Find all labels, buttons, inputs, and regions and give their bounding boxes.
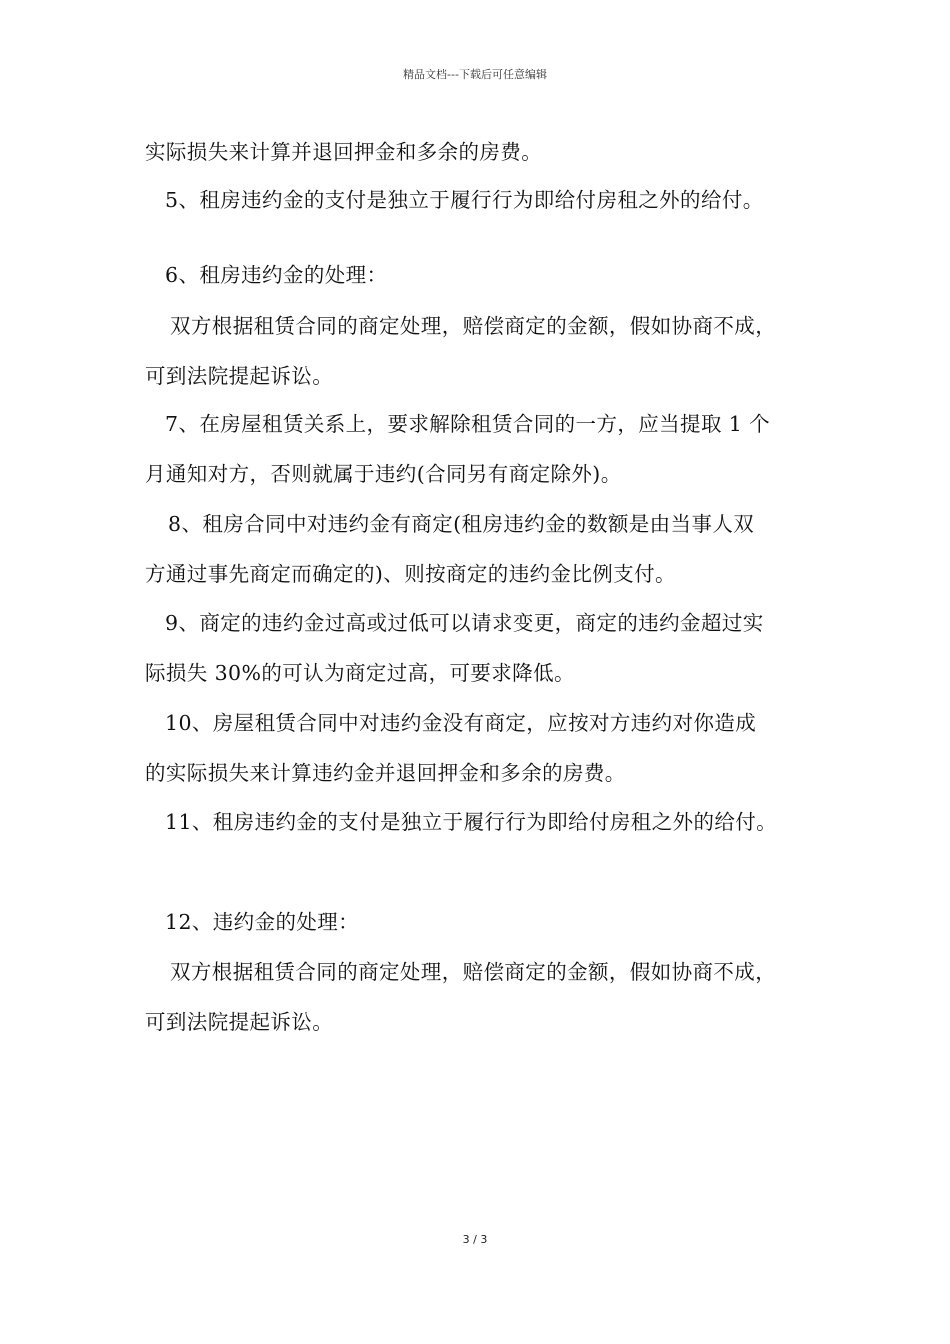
body-line: 11、租房违约金的支付是独立于履行行为即给付房租之外的给付。	[165, 810, 778, 834]
body-line: 双方根据租赁合同的商定处理，赔偿商定的金额，假如协商不成，	[170, 960, 777, 984]
body-line: 6、租房违约金的处理：	[165, 263, 388, 287]
body-line: 实际损失来计算并退回押金和多余的房费。	[145, 140, 543, 164]
body-line: 可到法院提起诉讼。	[145, 364, 334, 388]
body-line: 5、租房违约金的支付是独立于履行行为即给付房租之外的给付。	[165, 188, 764, 212]
body-line: 方通过事先商定而确定的)、则按商定的违约金比例支付。	[145, 562, 676, 586]
body-line: 9、商定的违约金过高或过低可以请求变更，商定的违约金超过实	[165, 611, 764, 635]
body-line: 双方根据租赁合同的商定处理，赔偿商定的金额，假如协商不成，	[170, 314, 777, 338]
body-line: 可到法院提起诉讼。	[145, 1010, 334, 1034]
body-line: 8、租房合同中对违约金有商定(租房违约金的数额是由当事人双	[168, 512, 755, 536]
page-number: 3 / 3	[462, 1233, 488, 1246]
body-line: 10、房屋租赁合同中对违约金没有商定，应按对方违约对你造成	[165, 711, 757, 735]
page-header: 精品文档---下载后可任意编辑	[403, 68, 547, 81]
body-line: 12、违约金的处理：	[165, 910, 360, 934]
body-line: 7、在房屋租赁关系上，要求解除租赁合同的一方，应当提取 1 个	[165, 412, 771, 436]
body-line: 月通知对方，否则就属于违约(合同另有商定除外)。	[145, 462, 622, 486]
body-line: 的实际损失来计算违约金并退回押金和多余的房费。	[145, 761, 626, 785]
body-line: 际损失 30%的可认为商定过高，可要求降低。	[145, 661, 575, 685]
